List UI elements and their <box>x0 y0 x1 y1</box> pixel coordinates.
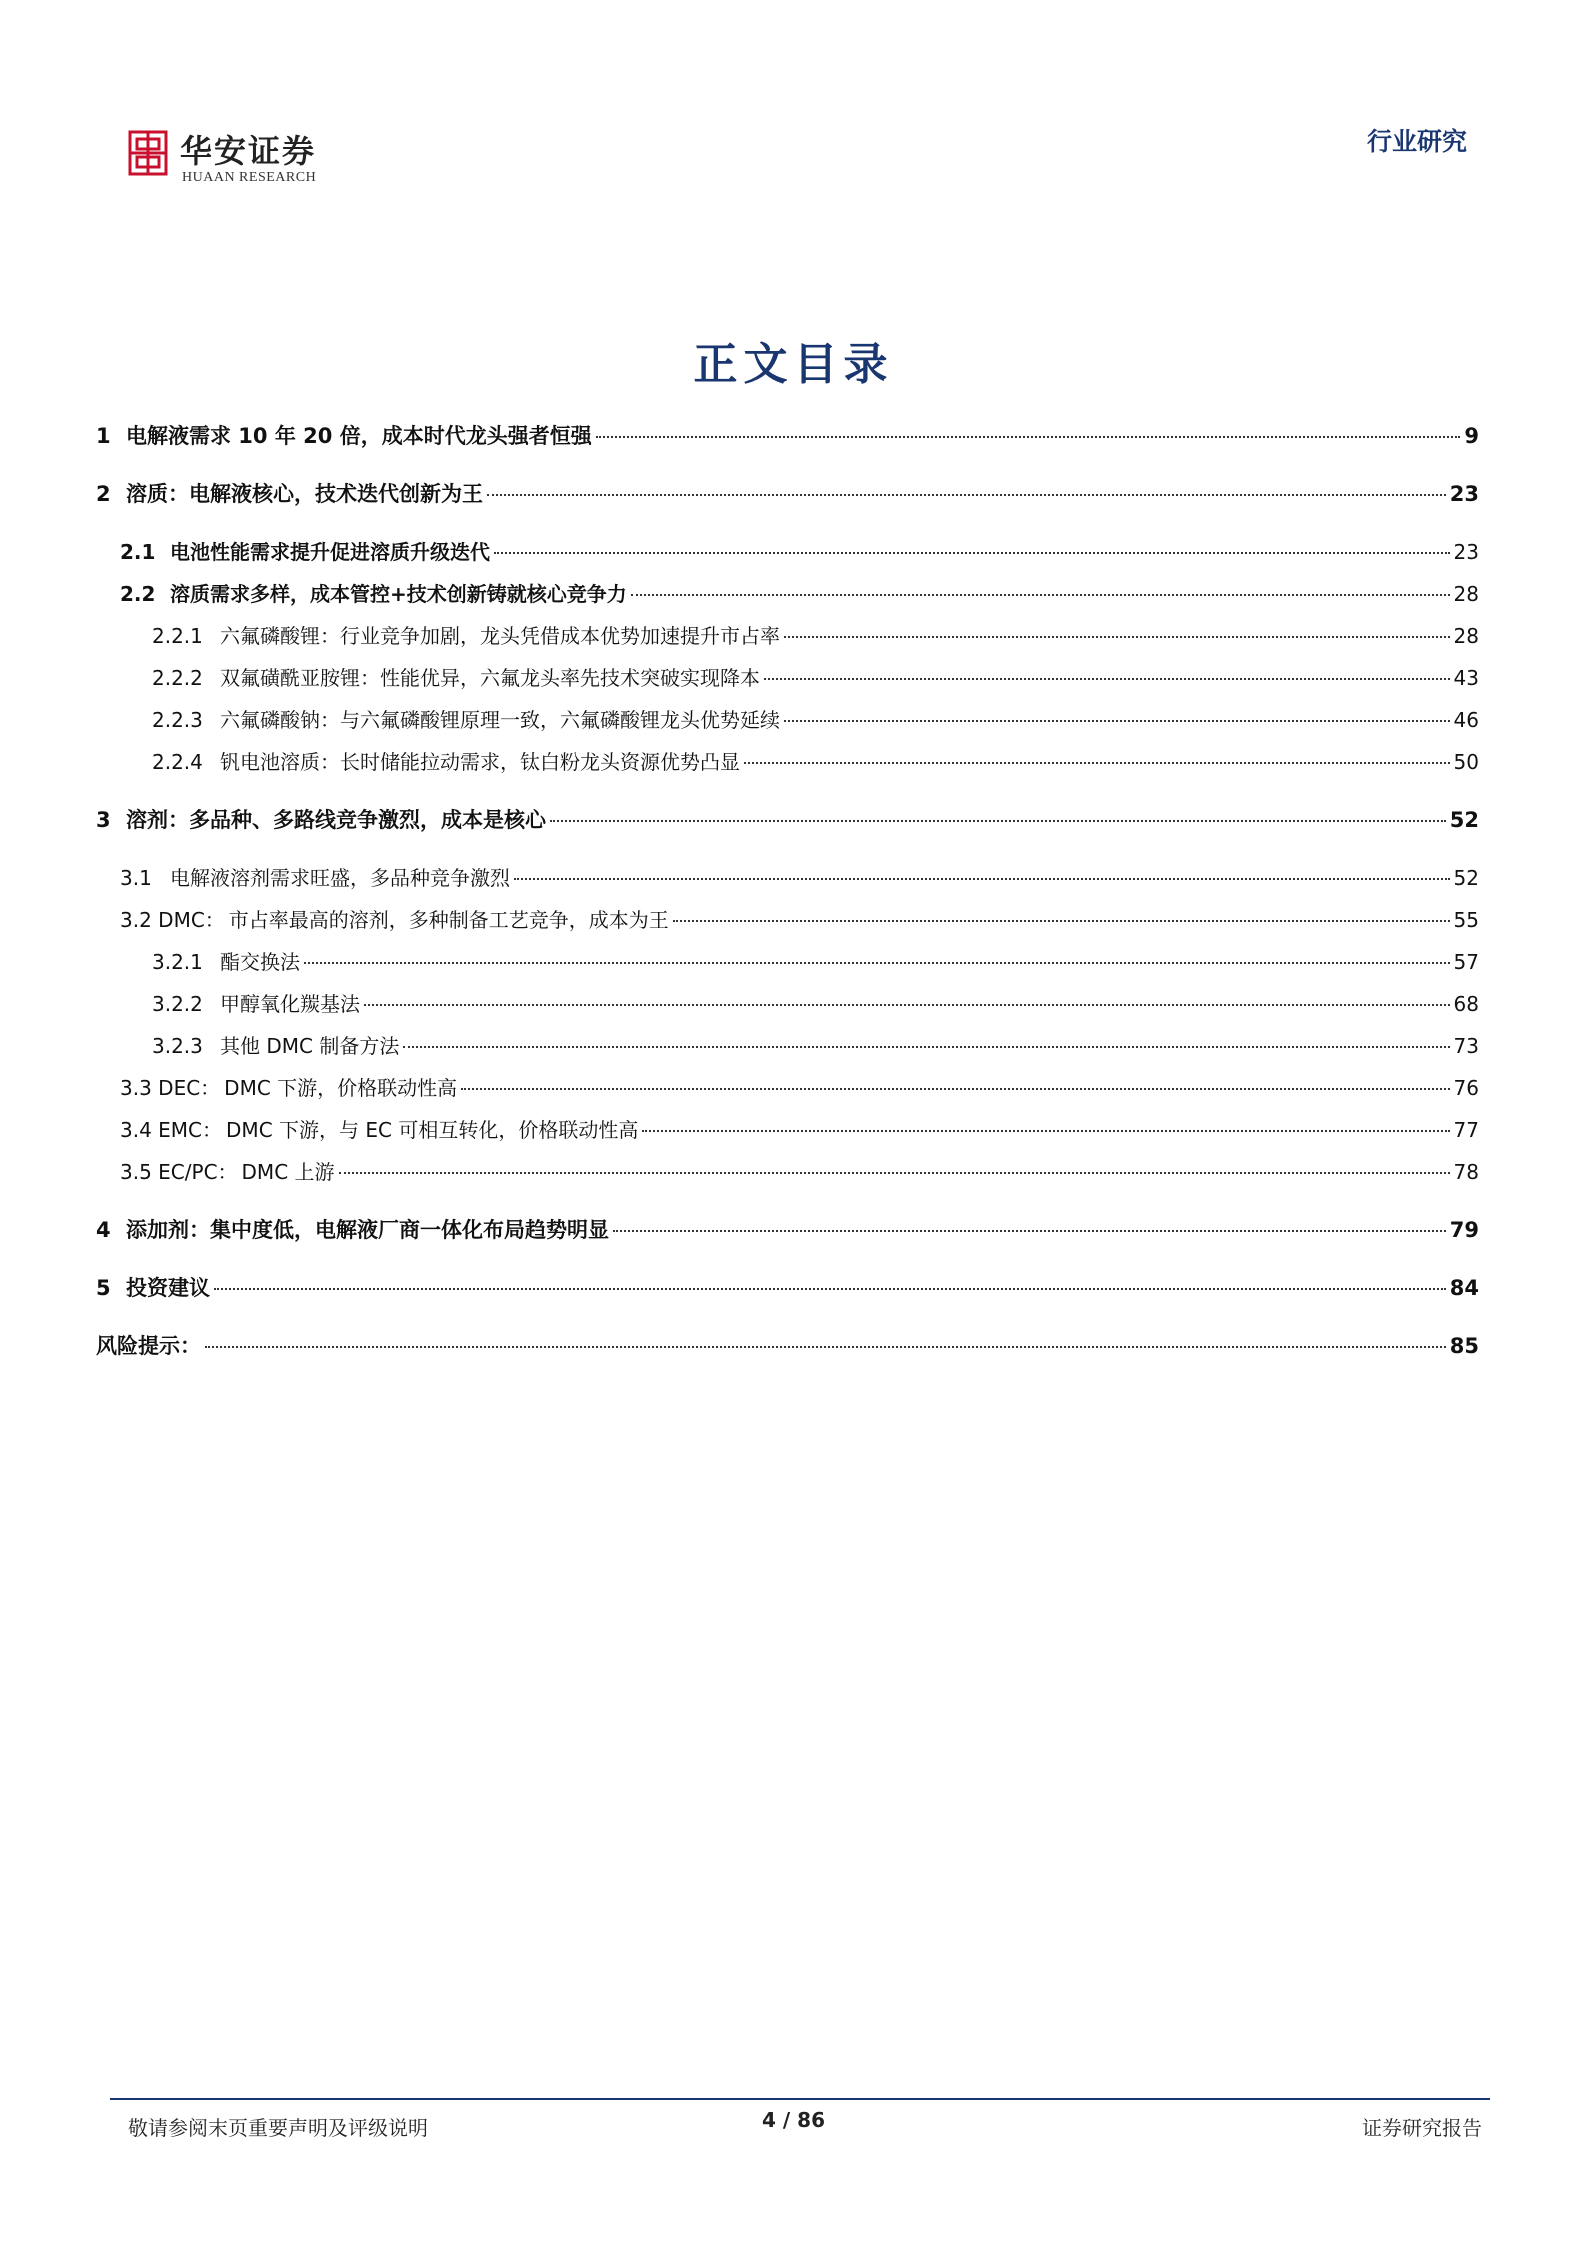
toc-entry[interactable] <box>96 478 1479 508</box>
toc-entry-number: 5 <box>96 1276 111 1300</box>
toc-entry-number: 2.1 <box>120 540 156 564</box>
toc-leader-dots <box>494 552 1450 554</box>
toc-entry[interactable] <box>96 862 1479 891</box>
toc-entry-number: 3.2.2 <box>152 992 203 1016</box>
toc-entry[interactable] <box>96 804 1479 834</box>
toc-entry[interactable] <box>96 662 1479 691</box>
toc-entry-page: 23 <box>1449 482 1479 506</box>
toc-entry-page: 46 <box>1453 708 1479 732</box>
toc-entry-label: 双氟磺酰亚胺锂：性能优异，六氟龙头率先技术突破实现降本 <box>220 666 760 690</box>
toc-entry-number: 3.1 <box>120 866 152 890</box>
toc-entry-label: DMC 下游，与 EC 可相互转化，价格联动性高 <box>226 1118 639 1142</box>
toc-entry-label: 六氟磷酸钠：与六氟磷酸锂原理一致，六氟磷酸锂龙头优势延续 <box>220 708 780 732</box>
toc-entry[interactable] <box>96 536 1479 565</box>
toc-entry-label: 其他 DMC 制备方法 <box>220 1034 400 1058</box>
toc-entry-page: 85 <box>1449 1334 1479 1358</box>
brand-name-cn: 华安证券 <box>180 132 317 170</box>
toc-entry-page: 28 <box>1453 624 1479 648</box>
toc-entry-label: DMC 上游 <box>241 1160 335 1184</box>
toc-entry[interactable] <box>96 620 1479 649</box>
footer-report-label: 证券研究报告 <box>1362 2116 1482 2140</box>
toc-entry[interactable] <box>96 1214 1479 1244</box>
toc-leader-dots <box>487 494 1446 496</box>
toc-entry-label: 风险提示： <box>96 1334 201 1358</box>
toc-entry-number: 3.2 DMC： <box>120 908 225 932</box>
toc-entry-label: 电解液需求 10 年 20 倍，成本时代龙头强者恒强 <box>126 424 592 448</box>
toc-entry-label: 市占率最高的溶剂，多种制备工艺竞争，成本为王 <box>228 908 669 932</box>
toc-entry-page: 52 <box>1453 866 1479 890</box>
toc-entry-label: 六氟磷酸锂：行业竞争加剧，龙头凭借成本优势加速提升市占率 <box>220 624 780 648</box>
toc-entry-page: 73 <box>1453 1034 1479 1058</box>
toc-entry[interactable] <box>96 1272 1479 1302</box>
toc-leader-dots <box>550 820 1446 822</box>
toc-entry-number: 2.2.3 <box>152 708 203 732</box>
toc-entry[interactable] <box>96 988 1479 1017</box>
toc-leader-dots <box>673 920 1450 922</box>
toc-leader-dots <box>744 762 1450 764</box>
toc-entry-label: 添加剂：集中度低，电解液厂商一体化布局趋势明显 <box>126 1218 609 1242</box>
toc-entry-label: 电池性能需求提升促进溶质升级迭代 <box>170 540 490 564</box>
toc-leader-dots <box>205 1346 1446 1348</box>
toc-leader-dots <box>461 1088 1449 1090</box>
toc-entry-label: 溶质需求多样，成本管控+技术创新铸就核心竞争力 <box>170 582 627 606</box>
toc-leader-dots <box>642 1130 1449 1132</box>
toc-entry-number: 2.2.1 <box>152 624 203 648</box>
toc-entry-page: 52 <box>1449 808 1479 832</box>
toc-leader-dots <box>764 678 1450 680</box>
toc-leader-dots <box>631 594 1450 596</box>
toc-entry-label: 投资建议 <box>126 1276 210 1300</box>
toc-leader-dots <box>339 1172 1450 1174</box>
toc-entry-number: 2.2.4 <box>152 750 203 774</box>
toc-entry-number: 2.2.2 <box>152 666 203 690</box>
page-number: 4 / 86 <box>762 2108 825 2132</box>
toc-entry-page: 43 <box>1453 666 1479 690</box>
toc-entry[interactable] <box>96 1072 1479 1101</box>
toc-entry-label: 电解液溶剂需求旺盛，多品种竞争激烈 <box>170 866 510 890</box>
toc-entry-page: 9 <box>1464 424 1479 448</box>
toc-entry-page: 79 <box>1449 1218 1479 1242</box>
toc-entry-number: 3.2.3 <box>152 1034 203 1058</box>
toc-leader-dots <box>784 636 1450 638</box>
toc-entry-number: 4 <box>96 1218 111 1242</box>
toc-entry-number: 1 <box>96 424 111 448</box>
toc-entry-number: 3.2.1 <box>152 950 203 974</box>
toc-entry[interactable] <box>96 946 1479 975</box>
toc-entry[interactable] <box>96 420 1479 450</box>
toc-leader-dots <box>514 878 1450 880</box>
toc-entry-label: 钒电池溶质：长时储能拉动需求，钛白粉龙头资源优势凸显 <box>220 750 740 774</box>
toc-entry-label: 溶质：电解液核心，技术迭代创新为王 <box>126 482 483 506</box>
toc-entry-label: 溶剂：多品种、多路线竞争激烈，成本是核心 <box>126 808 546 832</box>
footer-divider <box>110 2098 1490 2100</box>
footer-disclaimer-note: 敬请参阅末页重要声明及评级说明 <box>128 2116 428 2140</box>
toc-leader-dots <box>596 436 1461 438</box>
huaan-logo-icon <box>128 130 168 176</box>
toc-entry-number: 2.2 <box>120 582 156 606</box>
toc-entry-page: 84 <box>1449 1276 1479 1300</box>
toc-entry-page: 68 <box>1453 992 1479 1016</box>
toc-entry-page: 77 <box>1453 1118 1479 1142</box>
toc-entry-number: 3 <box>96 808 111 832</box>
toc-entry-page: 23 <box>1453 540 1479 564</box>
toc-entry-number: 3.4 EMC： <box>120 1118 223 1142</box>
toc-leader-dots <box>784 720 1450 722</box>
toc-leader-dots <box>403 1046 1449 1048</box>
toc-entry[interactable] <box>96 746 1479 775</box>
toc-leader-dots <box>214 1288 1446 1290</box>
toc-entry-number: 3.3 DEC： <box>120 1076 221 1100</box>
brand-name-en: HUAAN RESEARCH <box>182 170 317 185</box>
toc-entry-page: 57 <box>1453 950 1479 974</box>
toc-entry[interactable] <box>96 904 1479 933</box>
report-type-label: 行业研究 <box>1366 127 1467 156</box>
toc-entry-label: 甲醇氧化羰基法 <box>220 992 360 1016</box>
toc-entry-page: 55 <box>1453 908 1479 932</box>
toc-entry-page: 28 <box>1453 582 1479 606</box>
toc-entry-number: 2 <box>96 482 111 506</box>
toc-leader-dots <box>613 1230 1446 1232</box>
toc-entry[interactable] <box>96 578 1479 607</box>
toc-leader-dots <box>364 1004 1450 1006</box>
toc-entry-page: 76 <box>1453 1076 1479 1100</box>
toc-entry-label: 酯交换法 <box>220 950 300 974</box>
toc-entry[interactable] <box>96 1114 1479 1143</box>
toc-title: 正文目录 <box>693 339 894 390</box>
toc-entry-risk[interactable] <box>96 1330 1479 1360</box>
toc-entry-page: 50 <box>1453 750 1479 774</box>
page-header <box>0 0 1587 200</box>
toc-entry[interactable] <box>96 1030 1479 1059</box>
toc-leader-dots <box>304 962 1450 964</box>
toc-entry[interactable] <box>96 704 1479 733</box>
toc-entry[interactable] <box>96 1156 1479 1185</box>
toc-entry-number: 3.5 EC/PC： <box>120 1160 238 1184</box>
toc-entry-label: DMC 下游，价格联动性高 <box>224 1076 458 1100</box>
toc-entry-page: 78 <box>1453 1160 1479 1184</box>
